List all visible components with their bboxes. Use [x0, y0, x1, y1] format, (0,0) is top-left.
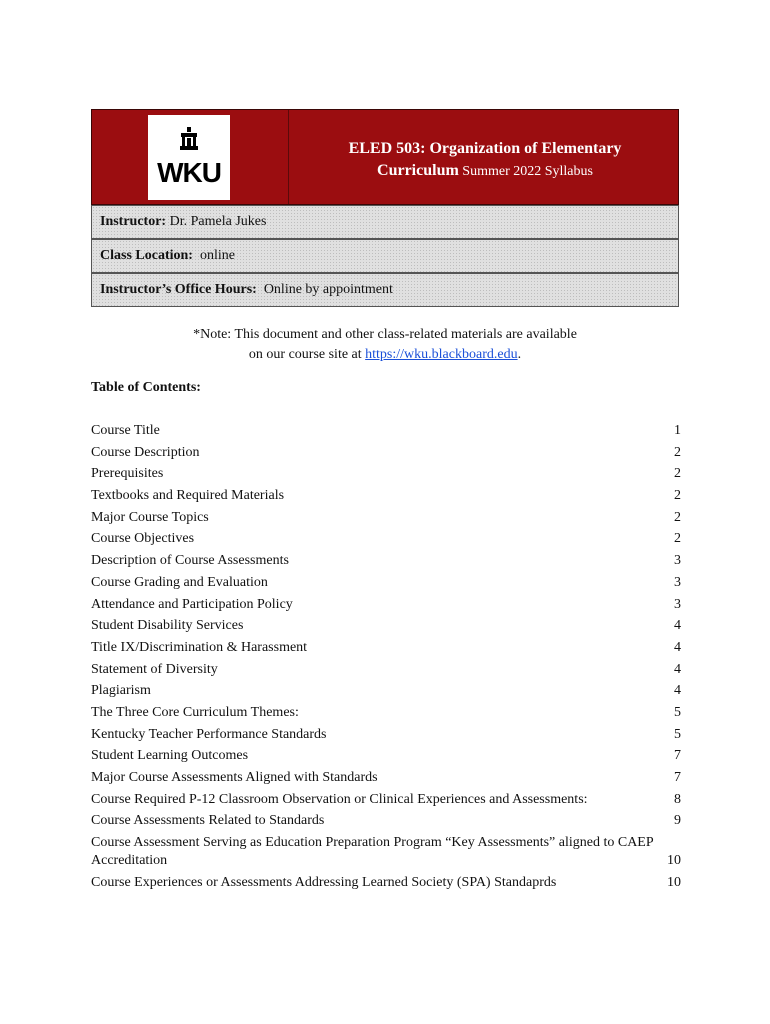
note-suffix: .: [517, 347, 522, 362]
toc-entry-page: 2: [674, 509, 681, 525]
toc-entry-title: Textbooks and Required Materials: [91, 488, 285, 504]
instructor-value: Dr. Pamela Jukes: [166, 214, 267, 229]
toc-entry[interactable]: [91, 442, 681, 464]
toc-entry-title: Course Description: [91, 444, 200, 460]
title-line-2-bold: Curriculum: [377, 162, 459, 179]
toc-entry[interactable]: [91, 745, 681, 767]
table-of-contents: [91, 420, 681, 894]
toc-entry-page: 5: [674, 704, 681, 720]
toc-entry-page: 7: [674, 770, 681, 785]
toc-entry-page: 8: [674, 791, 681, 807]
toc-entry-title: Course Experiences or Assessments Addressing Learned Society (SPA) Standaprds: [91, 875, 557, 891]
toc-entry-title: Course Required P-12 Classroom Observation or Clinical Experiences and Assessments:: [91, 791, 588, 807]
toc-entry-title: Course Title: [91, 423, 160, 438]
office-hours-row: [91, 273, 679, 307]
toc-entry[interactable]: [91, 550, 681, 572]
toc-entry[interactable]: [91, 702, 681, 724]
toc-entry[interactable]: [91, 594, 681, 616]
toc-entry[interactable]: [91, 724, 681, 746]
header-divider: [288, 110, 289, 204]
instructor-row: [91, 205, 679, 239]
toc-entry-title: Course Assessments Related to Standards: [91, 813, 325, 829]
note-prefix: on our course site at: [248, 347, 366, 362]
toc-entry[interactable]: [91, 680, 681, 702]
toc-entry-title: Kentucky Teacher Performance Standards: [91, 726, 327, 742]
toc-entry-title: Course Objectives: [91, 531, 195, 547]
toc-entry-title: Statement of Diversity: [91, 661, 218, 677]
toc-entry-page: 2: [674, 531, 681, 547]
logo-text: WKU: [157, 157, 221, 188]
toc-entry-title: Description of Course Assessments: [91, 553, 289, 569]
instructor-label: Instructor:: [100, 214, 167, 229]
toc-entry-title: Attendance and Participation Policy: [91, 596, 293, 612]
location-value: online: [192, 248, 235, 263]
note-line-2: [91, 345, 679, 365]
toc-entry[interactable]: [91, 485, 681, 507]
cupola-icon: [179, 127, 199, 153]
toc-entry-page: 2: [674, 466, 681, 482]
toc-entry-title: Title IX/Discrimination & Harassment: [91, 639, 308, 655]
toc-entry-page: 3: [674, 553, 681, 569]
toc-entry-page: 3: [674, 574, 681, 590]
toc-entry[interactable]: [91, 659, 681, 681]
toc-entry-title: Major Course Assessments Aligned with Standards: [91, 770, 378, 785]
toc-entry-page: 9: [674, 813, 681, 829]
title-term: Summer 2022 Syllabus: [458, 164, 593, 179]
title-line-1: ELED 503: Organization of Elementary: [348, 140, 622, 157]
course-site-note: [91, 325, 679, 365]
toc-entry[interactable]: [91, 507, 681, 529]
wku-logo: [148, 115, 230, 200]
toc-entry[interactable]: [91, 832, 681, 872]
blackboard-link[interactable]: https://wku.blackboard.edu: [365, 347, 518, 362]
toc-entry-title: Prerequisites: [91, 466, 164, 482]
location-label: Class Location:: [100, 248, 193, 263]
course-title: [292, 138, 678, 183]
toc-entry[interactable]: [91, 420, 681, 442]
toc-entry[interactable]: [91, 810, 681, 832]
toc-entry-page: 4: [674, 661, 681, 677]
toc-entry-title: Major Course Topics: [91, 509, 209, 525]
toc-entry-page: 5: [674, 726, 681, 742]
toc-entry-title: Plagiarism: [91, 683, 151, 699]
toc-entry-title: The Three Core Curriculum Themes:: [91, 704, 299, 720]
toc-entry[interactable]: [91, 767, 681, 789]
toc-entry[interactable]: [91, 528, 681, 550]
toc-entry-title: Course Grading and Evaluation: [91, 574, 268, 590]
toc-entry[interactable]: [91, 637, 681, 659]
toc-entry-page: 10: [667, 853, 681, 869]
toc-entry-title: Student Disability Services: [91, 618, 244, 634]
toc-heading: Table of Contents:: [91, 380, 201, 395]
toc-entry[interactable]: [91, 789, 681, 811]
syllabus-header: [91, 109, 679, 205]
note-line-1: *Note: This document and other class-related materials are available: [193, 327, 577, 342]
toc-entry-page: 4: [674, 618, 681, 634]
office-hours-label: Instructor’s Office Hours:: [100, 282, 257, 297]
toc-entry[interactable]: [91, 463, 681, 485]
toc-entry[interactable]: [91, 572, 681, 594]
toc-entry-title: Course Assessment Serving as Education Preparation Program “Key Assessments” aligned to CAEP Accreditation: [91, 835, 654, 869]
toc-entry-page: 4: [674, 639, 681, 655]
toc-entry[interactable]: [91, 615, 681, 637]
toc-entry-page: 2: [674, 444, 681, 460]
toc-entry-page: 2: [674, 488, 681, 504]
toc-entry-page: 3: [674, 596, 681, 612]
toc-entry-page: 7: [674, 748, 681, 764]
toc-entry-title: Student Learning Outcomes: [91, 748, 249, 764]
toc-entry-page: 4: [674, 683, 681, 699]
toc-entry-page: 10: [667, 875, 681, 891]
office-hours-value: Online by appointment: [256, 282, 393, 297]
title-line-2: [292, 160, 678, 183]
location-row: [91, 239, 679, 273]
toc-entry-page: 1: [674, 423, 681, 438]
toc-entry[interactable]: [91, 872, 681, 894]
